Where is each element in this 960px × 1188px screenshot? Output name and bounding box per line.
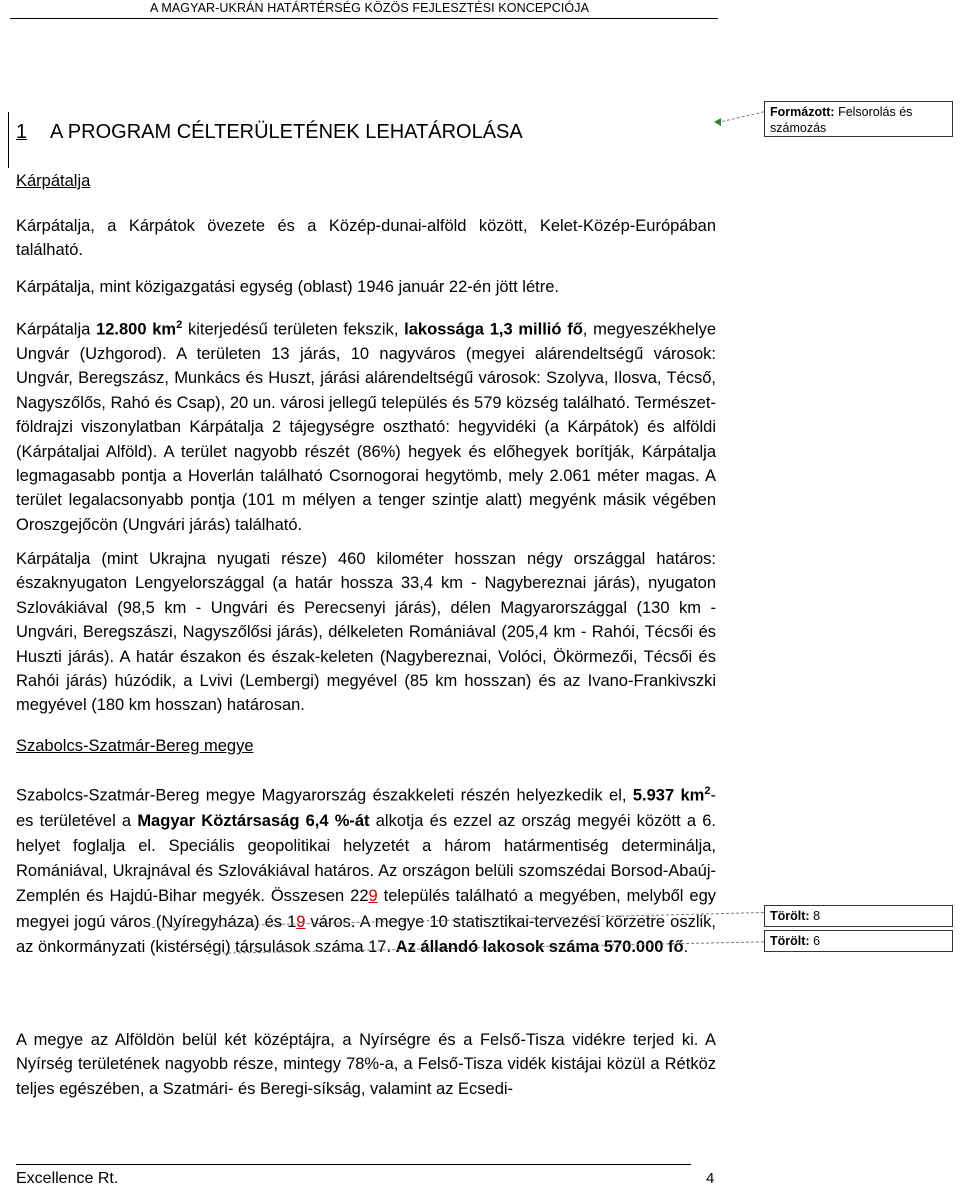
comment-deleted[interactable] bbox=[764, 905, 953, 927]
change-bar bbox=[8, 112, 9, 168]
chapter-title: A PROGRAM CÉLTERÜLETÉNEK LEHATÁROLÁSA bbox=[50, 121, 523, 143]
paragraph: Kárpátalja, a Kárpátok övezete és a Közép-dunai-alföld között, Kelet-Közép-Európában található. bbox=[16, 217, 716, 260]
running-header: A MAGYAR-UKRÁN HATÁRTÉRSÉG KÖZÖS FEJLESZTÉSI KONCEPCIÓJA bbox=[150, 1, 590, 15]
comment-text: 6 bbox=[813, 934, 821, 948]
text-run: település található a megyében, melyből egy megyei jogú város (Nyíregyháza) és 1 bbox=[16, 887, 716, 931]
paragraph bbox=[16, 313, 716, 537]
text-run: . bbox=[683, 937, 689, 956]
text-run: alkotja és ezzel az ország megyéi között a 6. helyet foglalja el. Speciális geopolitikai helyzetét a három határmentiség determinálja, Romániával, Ukrajnával és Szlovákiával határos. Az országon belüli szomszédai Borsod-Abaúj-Zemplén és Hajdú-Bihar megyék. Összesen 22 bbox=[16, 811, 717, 906]
superscript: 2 bbox=[704, 785, 711, 797]
text-run: -es területével a bbox=[16, 786, 716, 830]
footer-company: Excellence Rt. bbox=[16, 1170, 119, 1187]
page-number: 4 bbox=[706, 1170, 715, 1187]
chapter-heading bbox=[16, 121, 523, 144]
tracked-insertion[interactable]: 9 bbox=[296, 912, 306, 931]
paragraph bbox=[16, 779, 716, 960]
paragraph: Kárpátalja, mint közigazgatási egység (oblast) 1946 január 22-én jött létre. bbox=[16, 278, 559, 296]
tracked-insertion[interactable]: 9 bbox=[368, 887, 378, 906]
comment-tag: Törölt: bbox=[770, 934, 810, 948]
paragraph: Kárpátalja (mint Ukrajna nyugati része) 460 kilométer hosszan négy országgal határos: északnyugaton Lengyelországgal (a határ hossza 33,4 km - Nagybereznai járás), nyugaton Szlovákiával (98,5 km - Ungvári és Perecsenyi járás), délen Magyarországgal (130 km - Ungvári, Beregszászi, Nagyszőlősi járás), délkeleten Romániával (205,4 km - Rahói, Técsői és Huszti járás). A határ északon és észak-keleten (Nagybereznai, Volóci, Ökörmezői, Técsői és Rahói járás) húzódik, a Lvivi (Lembergi) megyével (85 km hosszan) és az Ivano-Frankivszki megyével (180 km hosszan) határosan. bbox=[16, 550, 716, 715]
section-title-karpatalja: Kárpátalja bbox=[16, 172, 91, 190]
paragraph: A megye az Alföldön belül két középtájra, a Nyírségre és a Felső-Tisza vidékre terjed ki. A Nyírség területének nagyobb része, mintegy 78%-a, a Felső-Tisza vidék kistájai közül a Rétköz teljes egészében, a Szatmári- és Beregi-síkság, valamint az Ecsedi- bbox=[16, 1031, 716, 1098]
area-value: 5.937 km bbox=[632, 786, 705, 805]
footer-rule bbox=[16, 1164, 691, 1165]
text-run: , megyeszékhelye Ungvár (Uzhgorod). A területen 13 járás, 10 nagyváros (megyei alárendeltségű városok: Ungvár, Beregszász, Munkács és Huszt, járási alárendeltségű városok: Szolyva, Ilosva, Técső, Nagyszőlős, Rahó és Csap), 20 un. városi jellegű település és 579 község található. Természet-földrajzi viszonylatban Kárpátalja 2 tájegységre osztható: hegyvidéki (a Kárpátok) és alföldi (Kárpátaljai Alföld). A terület nagyobb részét (86%) hegyek és előhegyek borítják, Kárpátalja legmagasabb pontja a Hoverlán található Csornogorai hegytömb, mely 2.061 méter magas. A terület legalacsonyabb pontja (101 m mélyen a tenger szintje alatt) megyénk másik végében Oroszgejőcön (Ungvári járás) található. bbox=[16, 320, 716, 534]
comment-tag: Formázott: bbox=[770, 105, 835, 119]
population-value: lakossága 1,3 millió fő bbox=[404, 320, 583, 339]
comment-deleted[interactable] bbox=[764, 930, 953, 952]
text-run: Kárpátalja bbox=[16, 320, 97, 339]
comment-text: 8 bbox=[813, 909, 821, 923]
header-rule bbox=[10, 18, 718, 19]
chapter-number: 1 bbox=[16, 121, 28, 143]
comment-anchor-icon bbox=[714, 118, 721, 126]
comment-formatted[interactable] bbox=[764, 101, 953, 137]
share-value: Magyar Köztársaság 6,4 %-át bbox=[137, 811, 370, 830]
comment-connector bbox=[722, 111, 764, 122]
text-run: kiterjedésű területen fekszik, bbox=[182, 320, 405, 339]
section-title-szabolcs: Szabolcs-Szatmár-Bereg megye bbox=[16, 737, 254, 755]
comment-tag: Törölt: bbox=[770, 909, 810, 923]
population-value: Az állandó lakosok száma 570.000 fő bbox=[395, 937, 684, 956]
text-run: Szabolcs-Szatmár-Bereg megye Magyarország északkeleti részén helyezkedik el, bbox=[16, 786, 633, 805]
area-value: 12.800 km bbox=[96, 320, 177, 339]
text-run: város. A megye 10 statisztikai-tervezési körzetre oszlik, az önkormányzati (kistérségi) társulások száma 17. bbox=[16, 912, 717, 956]
superscript: 2 bbox=[176, 319, 183, 331]
comment-text: Felsorolás és számozás bbox=[770, 105, 913, 135]
